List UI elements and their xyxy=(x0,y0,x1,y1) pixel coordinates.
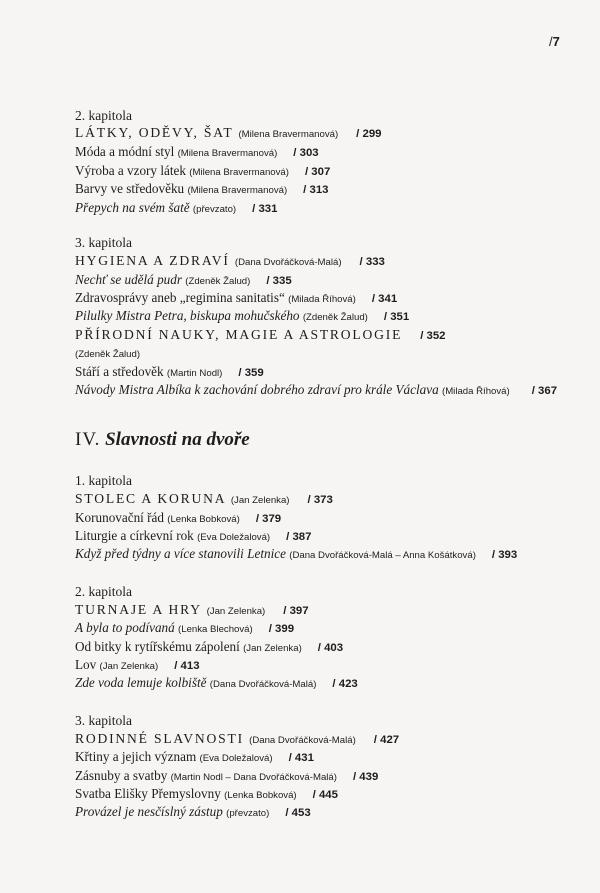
toc-entry: Když před týdny a více stanovili Letnice (Dana Dvořáčková-Malá – Anna Košátková) / 393 xyxy=(75,546,518,561)
chapter-heading: STOLEC A KORUNA (Jan Zelenka) / 373 xyxy=(75,491,333,506)
chapter-heading: RODINNÉ SLAVNOSTI (Dana Dvořáčková-Malá) / 427 xyxy=(75,731,400,746)
toc-entry: Zásnuby a svatby (Martin Nodl – Dana Dvořáčková-Malá) / 439 xyxy=(75,768,379,783)
toc-entry: Móda a módní styl (Milena Bravermanová) / 303 xyxy=(75,144,319,159)
toc-entry: Svatba Elišky Přemyslovny (Lenka Bobková) / 445 xyxy=(75,786,338,801)
toc-entry-author: (Zdeněk Žalud) xyxy=(75,349,141,360)
toc-entry: Pilulky Mistra Petra, biskupa mohučského (Zdeněk Žalud) / 351 xyxy=(75,308,410,323)
page-number: /7 xyxy=(549,34,560,49)
section-heading: IV. Slavnosti na dvoře xyxy=(75,429,250,450)
chapter-label: 3. kapitola xyxy=(75,713,132,728)
toc-entry: Nechť se udělá pudr (Zdeněk Žalud) / 335 xyxy=(75,272,292,287)
toc-entry-caps: PŘÍRODNÍ NAUKY, MAGIE A ASTROLOGIE / 352 xyxy=(75,327,446,342)
toc-entry: Liturgie a církevní rok (Eva Doležalová) / 387 xyxy=(75,528,312,543)
toc-entry: Provázel je nesčíslný zástup (převzato) / 453 xyxy=(75,804,311,819)
chapter-heading: TURNAJE A HRY (Jan Zelenka) / 397 xyxy=(75,602,309,617)
toc-entry: Zde voda lemuje kolbiště (Dana Dvořáčková-Malá) / 423 xyxy=(75,675,358,690)
chapter-heading: LÁTKY, ODĚVY, ŠAT (Milena Bravermanová) / 299 xyxy=(75,125,382,140)
toc-entry: Stáří a středověk (Martin Nodl) / 359 xyxy=(75,364,264,379)
chapter-heading: HYGIENA A ZDRAVÍ (Dana Dvořáčková-Malá) / 333 xyxy=(75,253,385,268)
toc-entry: Zdravosprávy aneb „regimina sanitatis“ (Milada Říhová) / 341 xyxy=(75,290,398,305)
toc-entry: Lov (Jan Zelenka) / 413 xyxy=(75,657,200,672)
chapter-label: 2. kapitola xyxy=(75,584,132,599)
chapter-label: 1. kapitola xyxy=(75,473,132,488)
toc-entry: Křtiny a jejich význam (Eva Doležalová) / 431 xyxy=(75,749,314,764)
toc-entry: A byla to podívaná (Lenka Blechová) / 399 xyxy=(75,620,295,635)
toc-entry: Návody Mistra Albíka k zachování dobrého zdraví pro krále Václava (Milada Říhová) / 367 xyxy=(75,382,558,397)
chapter-label: 3. kapitola xyxy=(75,235,132,250)
chapter-label: 2. kapitola xyxy=(75,108,132,123)
toc-entry: Výroba a vzory látek (Milena Bravermanová) / 307 xyxy=(75,163,331,178)
toc-entry: Přepych na svém šatě (převzato) / 331 xyxy=(75,200,278,215)
toc-entry: Barvy ve středověku (Milena Bravermanová) / 313 xyxy=(75,181,329,196)
toc-entry: Korunovační řád (Lenka Bobková) / 379 xyxy=(75,510,282,525)
toc-entry: Od bitky k rytířskému zápolení (Jan Zelenka) / 403 xyxy=(75,639,344,654)
